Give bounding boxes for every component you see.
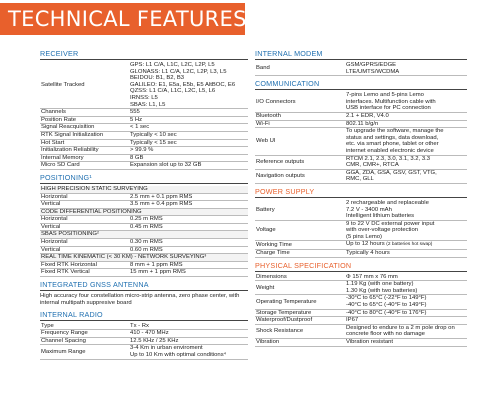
table-row: Reference outputs RTCM 2.1, 2.3, 3.0, 3.1, 3.2, 3.3 CMR, CMR+, RTCA [255, 155, 467, 169]
table-row: Vertical 0.60 m RMS [40, 246, 248, 254]
table-row: Fixed RTK Vertical 15 mm + 1 ppm RMS [40, 269, 248, 277]
table-row: Horizontal 0.30 m RMS [40, 239, 248, 247]
table-row: Hot Start Typically < 15 sec [40, 139, 248, 147]
page-header [0, 0, 504, 42]
table-row: Channels 555 [40, 109, 248, 117]
subheading-row: REAL TIME KINEMATIC (< 30 KM) - NETWORK SURVEYING³ [40, 254, 248, 262]
communication-table [255, 92, 467, 184]
receiver-heading: RECEIVER [40, 49, 248, 60]
table-row: Weight 1.19 Kg (with one battery) 1.30 Kg (with two batteries) [255, 281, 467, 295]
antenna-heading: INTEGRATED GNSS ANTENNA [40, 280, 248, 291]
receiver-table [40, 62, 248, 170]
spec-label: Satellite Tracked [40, 62, 129, 109]
left-column [40, 46, 248, 360]
table-row: Micro SD Card Expansion slot up to 32 GB [40, 162, 248, 170]
table-row: Fixed RTK Horizontal 8 mm + 1 ppm RMS [40, 261, 248, 269]
spec-value: GPS: L1 C/A, L1C, L2C, L2P, L5 GLONASS: L1 C/A, L2C, L2P, L3, L5 BEIDOU: B1, B2, B3 GALILEO: E1, E5a, E5b, E5 AltBOC, E6 QZSS: L1 C/A, L1C, L2C, L5, L6 IRNSS: L5 SBAS: L1, L5 [129, 62, 248, 109]
physical-table [255, 274, 467, 347]
table-row: Waterproof/Dustproof IP67 [255, 317, 467, 325]
subheading-row: SBAS POSITIONING² [40, 231, 248, 239]
right-column [255, 46, 467, 347]
table-row: Bluetooth 2.1 + EDR, V4.0 [255, 112, 467, 120]
table-row: Operating Temperature -30°C to 65°C (-22°F to 149°F) -40°C to 65°C (-40°F to 149°F) [255, 295, 467, 309]
table-row: Frequency Range 410 - 470 MHz [40, 330, 248, 338]
table-row: Storage Temperature -40°C to 80°C (-40°F to 176°F) [255, 309, 467, 317]
table-row: I/O Connectors 7-pins Lemo and 5-pins Lemo interfaces. Multifunction cable with USB interface for PC connection [255, 92, 467, 112]
table-row: Band GSM/GPRS/EDGE LTE/UMTS/WCDMA [255, 62, 467, 76]
table-row: Position Rate 5 Hz [40, 116, 248, 124]
table-row: Voltage 9 to 22 V DC external power input with over-voltage protection (5 pins Lemo) [255, 220, 467, 241]
table-row: Horizontal 2.5 mm + 0.1 ppm RMS [40, 193, 248, 201]
table-row: Internal Memory 8 GB [40, 154, 248, 162]
physical-heading: PHYSICAL SPECIFICATION [255, 261, 467, 272]
table-row: Channel Spacing 12.5 KHz / 25 KHz [40, 337, 248, 345]
radio-table [40, 323, 248, 360]
table-row: Maximum Range 3-4 Km in urban enviroment Up to 10 Km with optimal conditions⁴ [40, 345, 248, 359]
subheading-row: CODE DIFFERENTIAL POSITIONING [40, 208, 248, 216]
page-title: TECHNICAL FEATURES [8, 7, 247, 31]
modem-table [255, 62, 467, 76]
table-row: Wi-Fi 802.11 b/g/n [255, 120, 467, 128]
positioning-table [40, 186, 248, 277]
table-row: Horizontal 0.25 m RMS [40, 216, 248, 224]
table-row: Shock Resistance Designed to endure to a 2 m pole drop on concrete floor with no damage [255, 324, 467, 338]
table-row: Dimensions Φ 157 mm x 76 mm [255, 274, 467, 281]
table-row: Signal Reacquisition < 1 sec [40, 124, 248, 132]
subheading-row: HIGH PRECISION STATIC SURVEYING [40, 186, 248, 193]
table-row: Navigation outputs GGA, ZDA, GSA, GSV, GST, VTG, RMC, GLL [255, 169, 467, 183]
power-table [255, 200, 467, 258]
positioning-heading: POSITIONING¹ [40, 173, 248, 184]
table-row: Web UI To upgrade the software, manage the status and settings, data download, etc. via smart phone, tablet or other internet enabled electronic device [255, 128, 467, 155]
communication-heading: COMMUNICATION [255, 79, 467, 90]
table-row: Initialization Reliability > 99.9 % [40, 147, 248, 155]
table-row: Type Tx - Rx [40, 323, 248, 330]
modem-heading: INTERNAL MODEM [255, 49, 467, 60]
power-heading: POWER SUPPLY [255, 187, 467, 198]
table-row: Battery 2 rechargeable and replaceable 7.2 V - 3400 mAh Intelligent lithium batteries [255, 200, 467, 220]
table-row: Charge Time Typically 4 hours [255, 250, 467, 258]
antenna-description: High accuracy four constellation micro-strip antenna, zero phase center, with internal multipath suppresive board [40, 293, 240, 306]
table-row: Working Time Up to 12 hours (2 batteries hot swap) [255, 241, 467, 250]
radio-heading: INTERNAL RADIO [40, 310, 248, 321]
table-row: Vertical 3.5 mm + 0.4 ppm RMS [40, 201, 248, 209]
table-row: Vertical 0.45 m RMS [40, 223, 248, 231]
table-row: RTK Signal Initialization Typically < 10 sec [40, 131, 248, 139]
table-row [40, 62, 248, 109]
table-row: Vibration Vibration resistant [255, 339, 467, 347]
